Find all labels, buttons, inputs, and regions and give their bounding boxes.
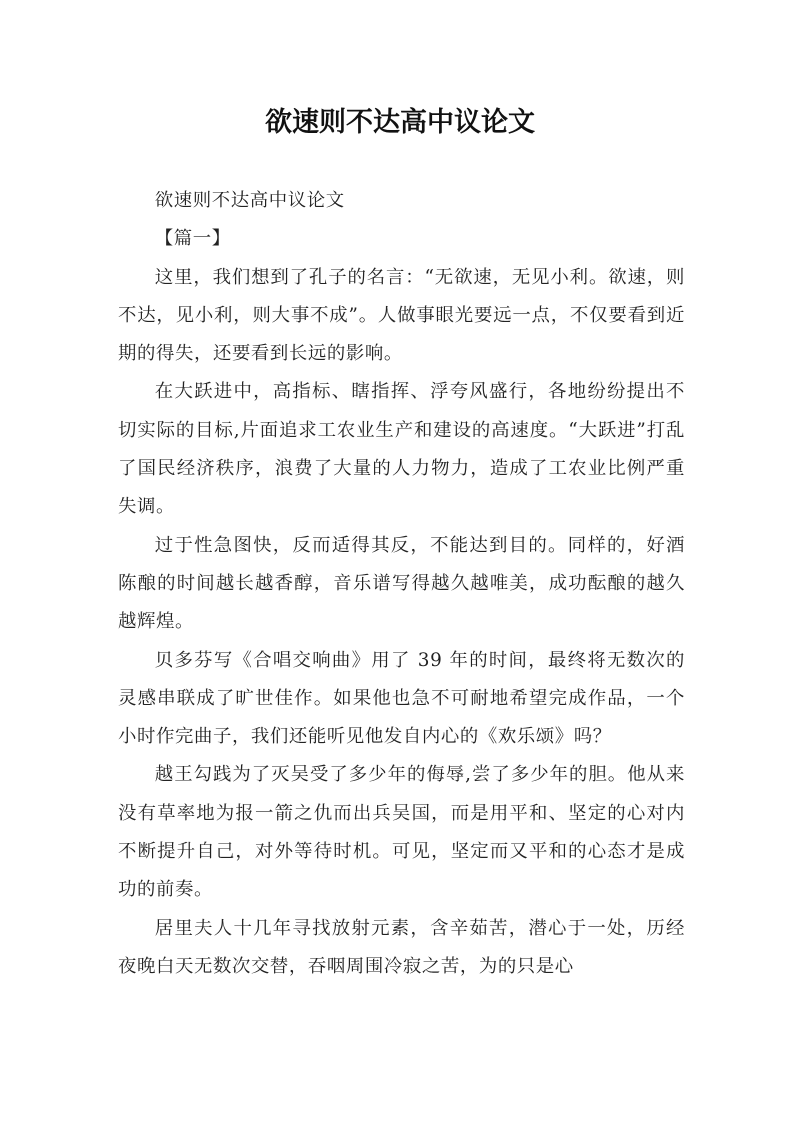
section-label: 【篇一】 [154,228,231,250]
paragraph: 居里夫人十几年寻找放射元素，含辛茹苦，潜心于一处，历经夜晚白天无数次交替，吞咽周围冷寂之苦，为的只是心 [118,917,685,977]
paragraph: 越王勾践为了灭吴受了多少年的侮辱,尝了多少年的胆。他从来没有草率地为报一箭之仇而出兵吴国，而是用平和、坚定的心对内不断提升自己，对外等待时机。可见，坚定而又平和的心态才是成功的前奏。 [118,764,685,901]
page-title: 欲速则不达高中议论文 [265,107,535,138]
paragraph: 贝多芬写《合唱交响曲》用了 39 年的时间，最终将无数次的灵感串联成了旷世佳作。如果他也急不可耐地希望完成作品，一个小时作完曲子，我们还能听见他发自内心的《欢乐颂》吗？ [118,649,685,748]
paragraph: 过于性急图快，反而适得其反，不能达到目的。同样的，好酒陈酿的时间越长越香醇，音乐谱写得越久越唯美，成功酝酿的越久越辉煌。 [118,534,685,633]
paragraph: 这里，我们想到了孔子的名言：“无欲速，无见小利。欲速，则不达，见小利，则大事不成”。人做事眼光要远一点，不仅要看到近期的得失，还要看到长远的影响。 [118,266,685,365]
essay-body [118,182,685,986]
paragraph: 在大跃进中，高指标、瞎指挥、浮夸风盛行，各地纷纷提出不切实际的目标,片面追求工农业生产和建设的高速度。“大跃进”打乱了国民经济秩序，浪费了大量的人力物力，造成了工农业比例严重失调。 [118,381,685,518]
essay-subtitle: 欲速则不达高中议论文 [154,190,345,211]
